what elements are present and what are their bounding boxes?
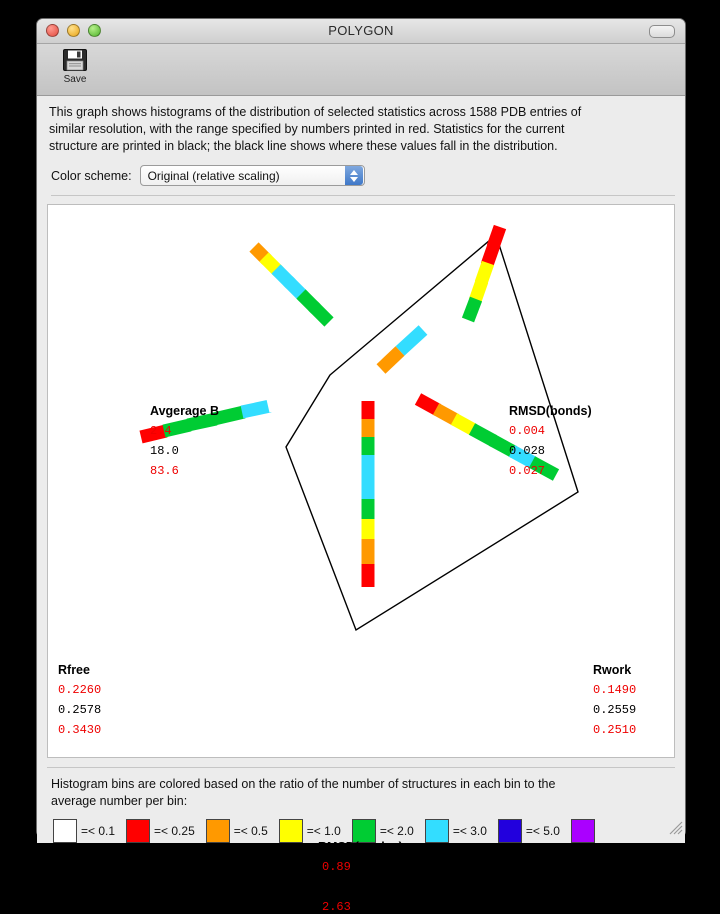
resize-grip-icon[interactable] bbox=[669, 821, 683, 835]
description-line-2: similar resolution, with the range specified by numbers printed in red. Statistics for the current bbox=[49, 122, 565, 136]
axis-label-rfree: Rfree bbox=[58, 663, 90, 677]
legend-swatch-red bbox=[126, 819, 150, 843]
legend-swatch-yellow bbox=[279, 819, 303, 843]
window-toolbar bbox=[37, 44, 685, 96]
toolbar-toggle-button[interactable] bbox=[649, 25, 675, 38]
legend-swatch-blue bbox=[498, 819, 522, 843]
polygon-window bbox=[36, 18, 686, 914]
color-scheme-select[interactable] bbox=[140, 165, 365, 186]
axis-label-rwork: Rwork bbox=[593, 663, 632, 677]
axis-min-rmsd-angles: 0.89 bbox=[322, 860, 351, 874]
legend-swatch-purple bbox=[571, 819, 595, 843]
legend-swatch-cyan bbox=[425, 819, 449, 843]
description-line-1: This graph shows histograms of the distribution of selected statistics across 1588 PDB entries of bbox=[49, 105, 582, 119]
legend-line-2: average number per bin: bbox=[51, 794, 188, 808]
axis-label-rmsd-angles: RMSD(angles) bbox=[318, 840, 403, 854]
save-button[interactable] bbox=[51, 47, 99, 85]
legend-swatch-label-4: =< 2.0 bbox=[379, 824, 414, 838]
axis-min-avgerage-b: 2.4 bbox=[150, 424, 172, 438]
axis-min-rmsd-bonds: 0.004 bbox=[509, 424, 546, 438]
axis-value-rwork: 0.2559 bbox=[593, 703, 637, 717]
axis-max-rmsd-bonds: 0.027 bbox=[509, 464, 546, 478]
axis-label-avgerage-b: Avgerage B bbox=[150, 404, 220, 418]
legend-swatch-label-6: =< 5.0 bbox=[525, 824, 560, 838]
window-controls bbox=[46, 24, 101, 37]
axis-max-rfree: 0.3430 bbox=[58, 723, 102, 737]
polygon-graph-svg bbox=[48, 205, 674, 757]
legend-line-1: Histogram bins are colored based on the ratio of the number of structures in each bin to the bbox=[51, 777, 556, 791]
close-button[interactable] bbox=[46, 24, 59, 37]
axis-value-rmsd-bonds: 0.028 bbox=[509, 444, 546, 458]
color-scheme-selected-value: Original (relative scaling) bbox=[147, 168, 280, 183]
window-title: POLYGON bbox=[328, 23, 394, 38]
maximize-button[interactable] bbox=[88, 24, 101, 37]
axis-value-rmsd-angles: 4.52 bbox=[322, 880, 351, 894]
axis-max-rwork: 0.2510 bbox=[593, 723, 637, 737]
axis-max-rmsd-angles: 2.63 bbox=[322, 900, 351, 914]
legend-swatch-label-3: =< 1.0 bbox=[306, 824, 341, 838]
histogram-axis-rmsd-bonds bbox=[381, 227, 500, 369]
axis-max-avgerage-b: 83.6 bbox=[150, 464, 179, 478]
legend-swatch-label-1: =< 0.25 bbox=[154, 824, 195, 838]
axis-value-rfree: 0.2578 bbox=[58, 703, 102, 717]
minimize-button[interactable] bbox=[67, 24, 80, 37]
description-text bbox=[47, 104, 675, 155]
axis-value-avgerage-b: 18.0 bbox=[150, 444, 179, 458]
description-line-3: structure are printed in black; the black line shows where these values fall in the distribution. bbox=[49, 139, 558, 153]
save-button-label: Save bbox=[63, 74, 87, 85]
axis-label-rmsd-bonds: RMSD(bonds) bbox=[509, 404, 592, 418]
legend-swatch-label-0: =< 0.1 bbox=[81, 824, 116, 838]
histogram-axis-avgerage-b bbox=[244, 237, 329, 322]
legend-swatch-label-5: =< 3.0 bbox=[452, 824, 487, 838]
save-floppy-icon bbox=[62, 47, 88, 73]
legend-description bbox=[51, 776, 671, 810]
axis-min-rfree: 0.2260 bbox=[58, 683, 102, 697]
legend-swatch-orange bbox=[206, 819, 230, 843]
color-scheme-label: Color scheme: bbox=[51, 168, 132, 183]
window-body bbox=[37, 104, 685, 914]
legend-swatch-white bbox=[53, 819, 77, 843]
chevron-updown-icon bbox=[345, 166, 363, 185]
legend-panel bbox=[47, 767, 675, 843]
window-titlebar bbox=[37, 19, 685, 44]
legend-swatch-label-2: =< 0.5 bbox=[233, 824, 268, 838]
axis-min-rwork: 0.1490 bbox=[593, 683, 637, 697]
color-scheme-row bbox=[51, 165, 675, 196]
